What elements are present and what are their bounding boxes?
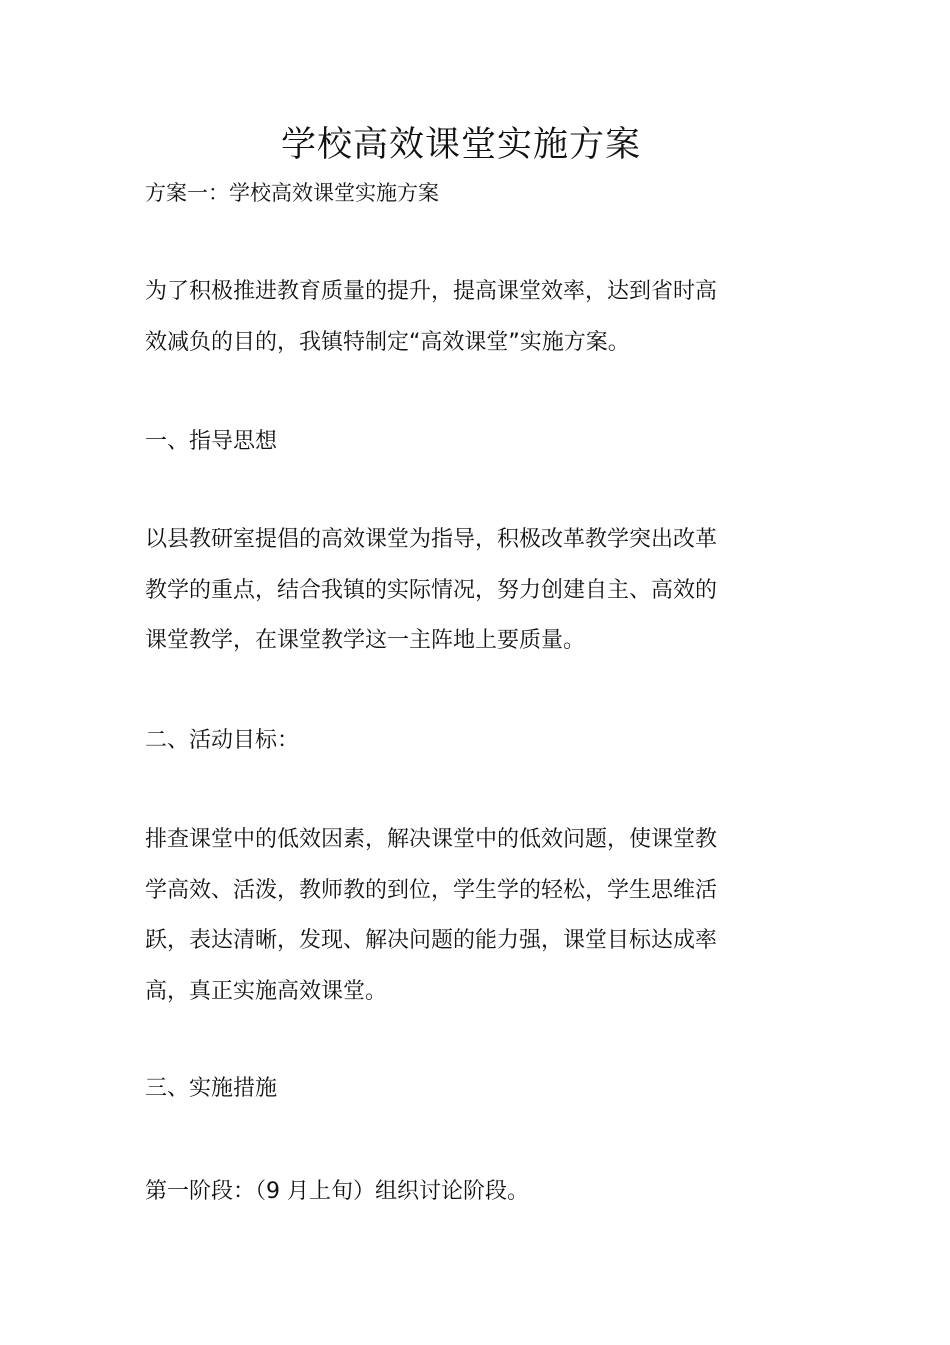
paragraph-line: 课堂教学，在课堂教学这一主阵地上要质量。 — [145, 628, 586, 653]
paragraph-line: 跃，表达清晰，发现、解决问题的能力强，课堂目标达成率 — [145, 928, 718, 953]
document-subtitle: 方案一：学校高效课堂实施方案 — [145, 181, 439, 205]
guiding-ideology-paragraph — [145, 515, 745, 667]
document-title: 学校高效课堂实施方案 — [280, 125, 641, 165]
stage-one-text: 第一阶段：（9 月上旬）组织讨论阶段。 — [145, 1179, 529, 1204]
intro-paragraph — [145, 267, 745, 368]
paragraph-line: 教学的重点，结合我镇的实际情况，努力创建自主、高效的 — [145, 577, 718, 603]
section-heading-implementation: 三、实施措施 — [145, 1076, 278, 1101]
intro-line: 为了积极推进教育质量的提升，提高课堂效率，达到省时高 — [145, 279, 718, 304]
paragraph-line: 排查课堂中的低效因素，解决课堂中的低效问题，使课堂教 — [145, 827, 718, 852]
section-heading-guiding-ideology: 一、指导思想 — [145, 429, 278, 454]
intro-line: 效减负的目的，我镇特制定“高效课堂”实施方案。 — [145, 329, 630, 355]
section-heading-activity-goals: 二、活动目标： — [145, 728, 300, 753]
paragraph-line: 以县教研室提倡的高效课堂为指导，积极改革教学突出改革 — [145, 527, 718, 552]
paragraph-line: 高，真正实施高效课堂。 — [145, 978, 388, 1004]
paragraph-line: 学高效、活泼，教师教的到位，学生学的轻松，学生思维活 — [145, 877, 718, 903]
activity-goals-paragraph — [145, 815, 745, 1017]
